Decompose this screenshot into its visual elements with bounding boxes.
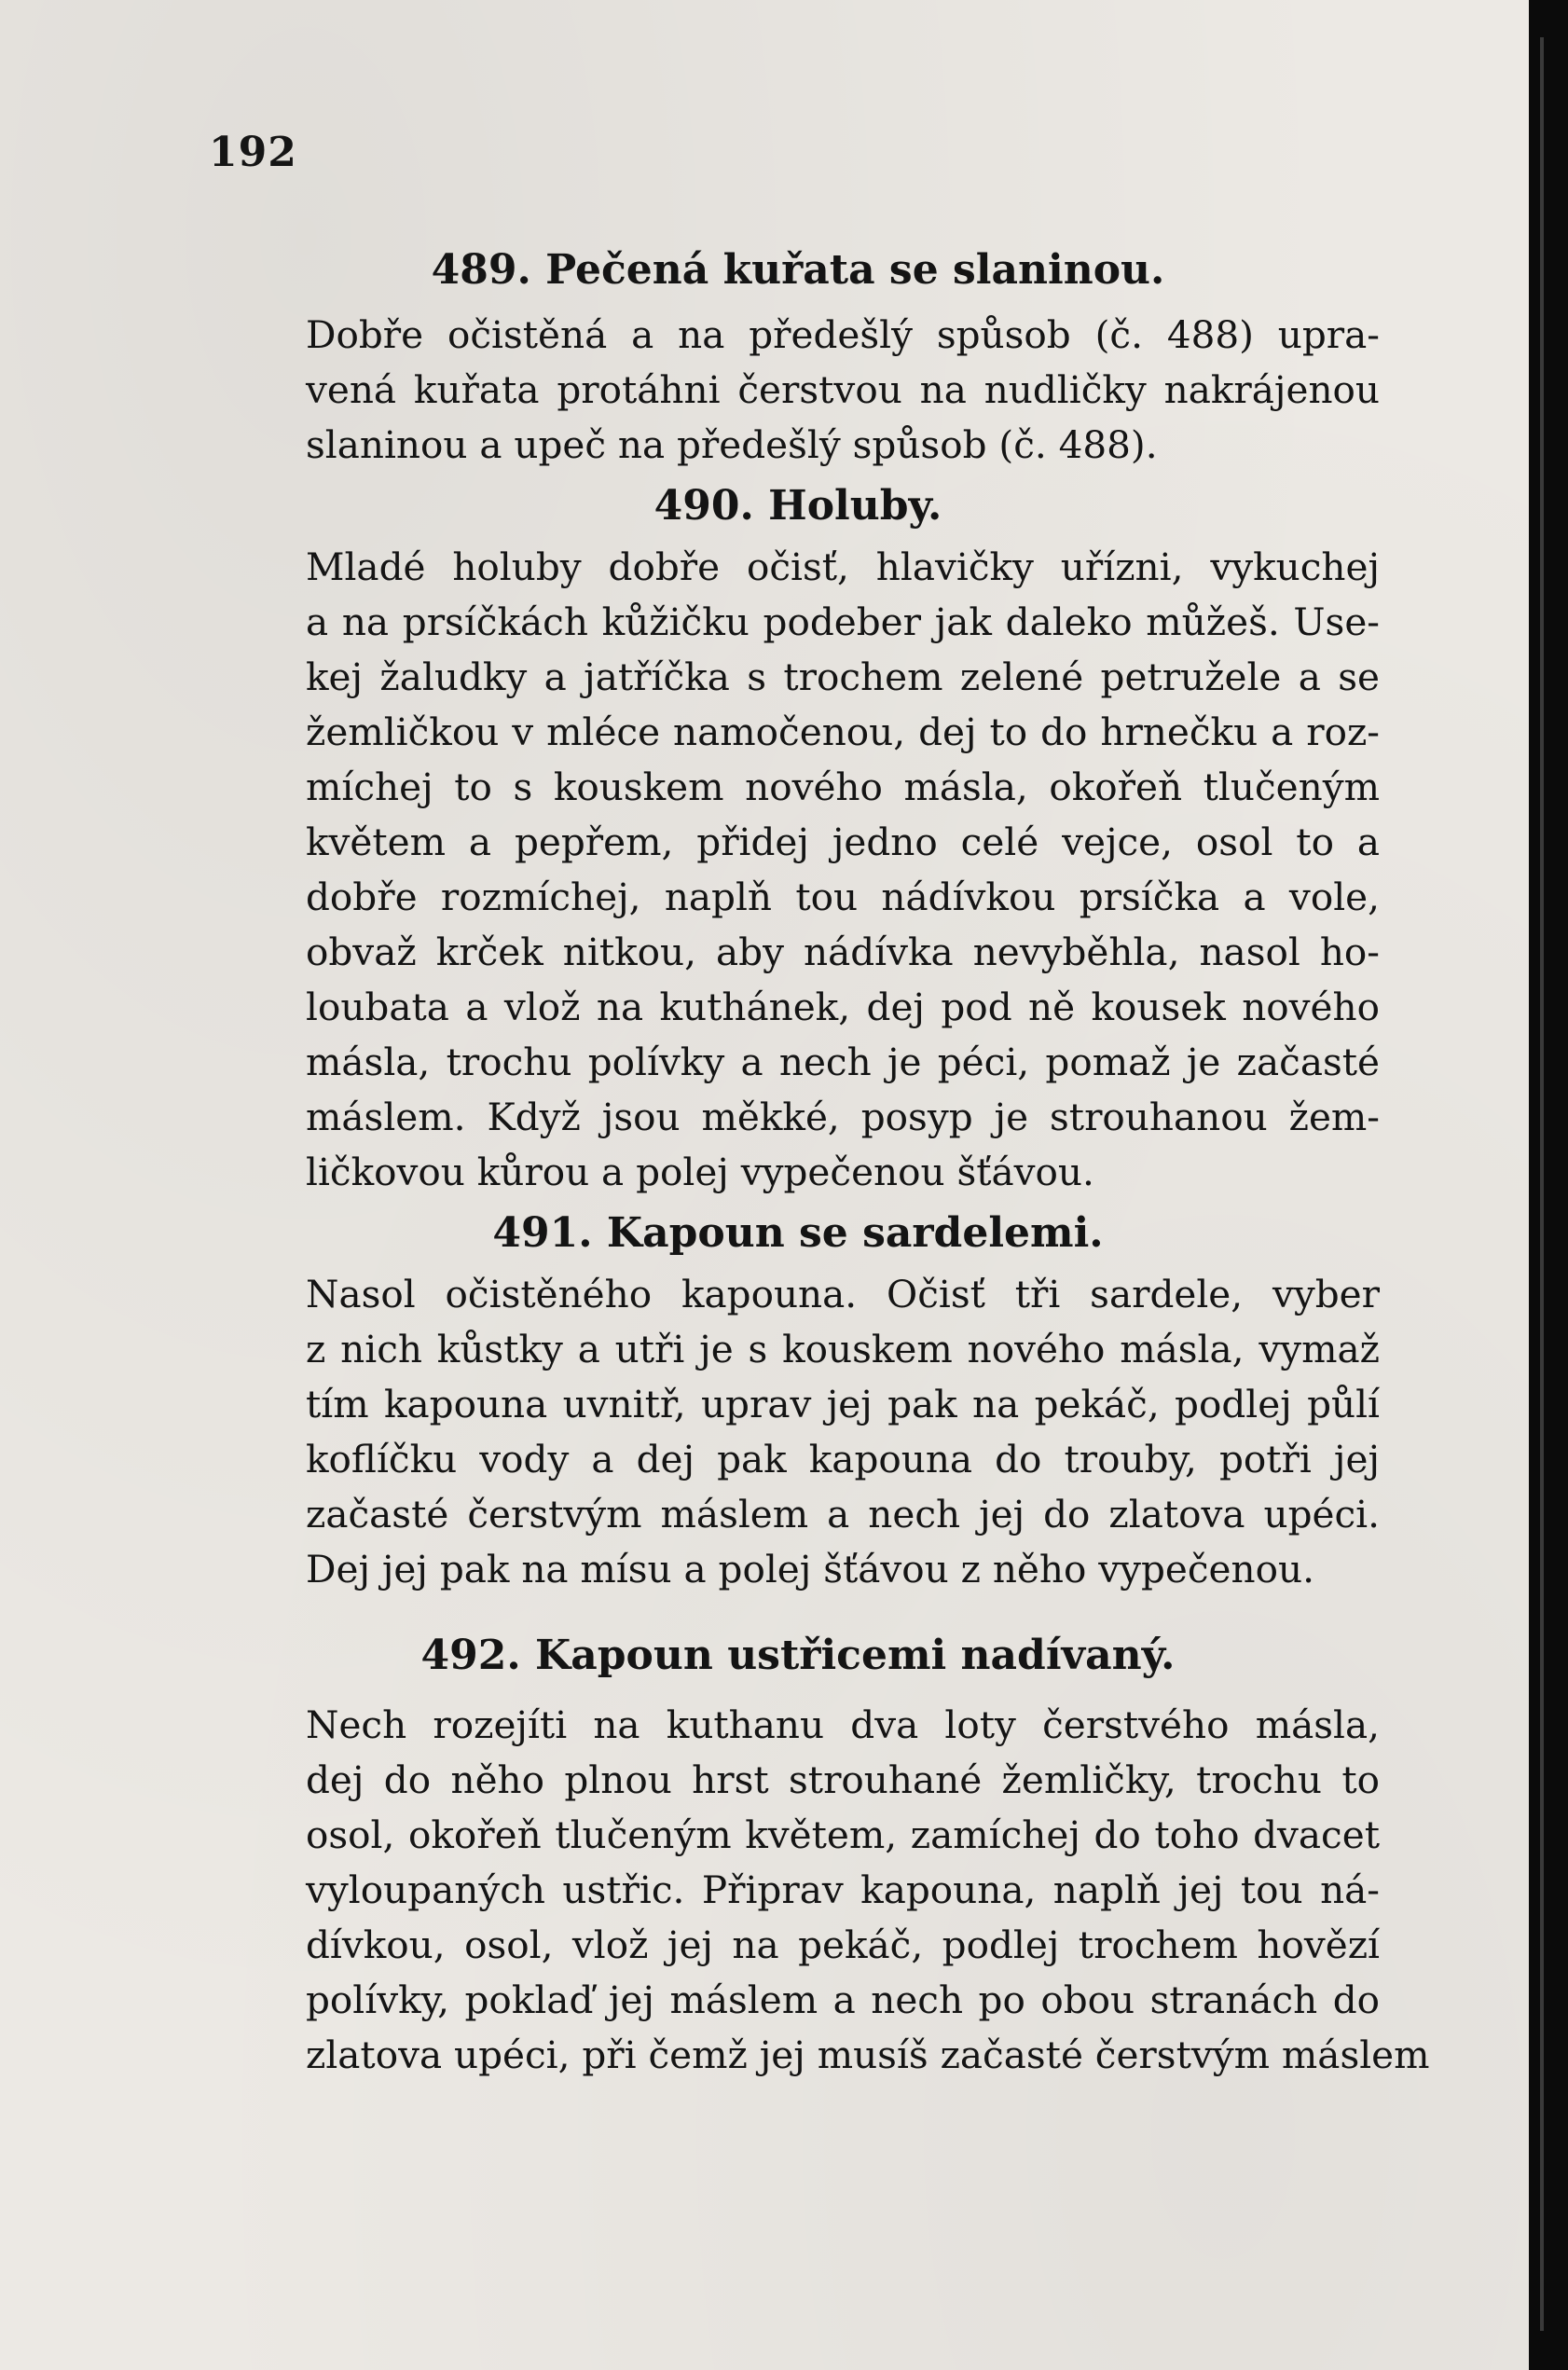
text-line: polívky, poklaď jej máslem a nech po obou stranách do xyxy=(306,1977,1380,2022)
page-edge-line xyxy=(1540,37,1544,2331)
heading-492: 492. Kapoun ustřicemi nadívaný. xyxy=(420,1632,1176,1679)
text-line: Dobře očistěná a na předešlý spůsob (č. 488) upra- xyxy=(306,312,1380,357)
text-line: začasté čerstvým máslem a nech jej do zlatova upéci. xyxy=(306,1492,1380,1536)
text-line: Mladé holuby dobře očisť, hlavičky uřízni, vykuchej xyxy=(306,544,1380,589)
text-line: vyloupaných ustřic. Připrav kapouna, naplň jej tou ná- xyxy=(306,1867,1380,1912)
text-line: koflíčku vody a dej pak kapouna do trouby, potři jej xyxy=(306,1437,1380,1481)
text-line: zlatova upéci, při čemž jej musíš začasté čerstvým máslem xyxy=(306,2032,1430,2077)
heading-490: 490. Holuby. xyxy=(653,482,942,530)
text-line: kej žaludky a jatříčka s trochem zelené petružele a se xyxy=(306,655,1380,699)
text-line: osol, okořeň tlučeným květem, zamíchej do toho dvacet xyxy=(306,1812,1380,1857)
text-line: dej do něho plnou hrst strouhané žemličky, trochu to xyxy=(306,1757,1380,1802)
text-line: Nasol očistěného kapouna. Očisť tři sardele, vyber xyxy=(306,1272,1380,1316)
page-text xyxy=(216,233,1430,2083)
scan-border xyxy=(1529,0,1568,2370)
text-line: obvaž krček nitkou, aby nádívka nevyběhla, nasol ho- xyxy=(306,930,1380,974)
text-line: slaninou a upeč na předešlý spůsob (č. 488). xyxy=(306,422,1158,467)
paragraph-489 xyxy=(216,308,1380,473)
page-number: 192 xyxy=(209,129,297,176)
text-line: Nech rozejíti na kuthanu dva loty čerstvého másla, xyxy=(306,1702,1380,1747)
text-line: loubata a vlož na kuthánek, dej pod ně kousek nového xyxy=(306,985,1380,1029)
text-line: dobře rozmíchej, naplň tou nádívkou prsíčka a vole, xyxy=(306,875,1380,919)
text-line: ličkovou kůrou a polej vypečenou šťávou. xyxy=(306,1150,1094,1194)
text-line: másla, trochu polívky a nech je péci, pomaž je začasté xyxy=(306,1040,1380,1084)
text-line: Dej jej pak na mísu a polej šťávou z něho vypečenou. xyxy=(306,1547,1314,1591)
text-line: vená kuřata protáhni čerstvou na nudličky nakrájenou xyxy=(306,367,1380,412)
text-line: z nich kůstky a utři je s kouskem nového másla, vymaž xyxy=(306,1327,1380,1371)
heading-489: 489. Pečená kuřata se slaninou. xyxy=(431,246,1165,294)
paragraph-492 xyxy=(216,1698,1430,2083)
text-line: dívkou, osol, vlož jej na pekáč, podlej trochem hovězí xyxy=(306,1922,1380,1967)
text-line: květem a pepřem, přidej jedno celé vejce, osol to a xyxy=(306,820,1380,864)
text-line: žemličkou v mléce namočenou, dej to do hrnečku a roz- xyxy=(306,710,1380,754)
paragraph-491 xyxy=(216,1267,1380,1597)
paragraph-490 xyxy=(216,540,1380,1200)
heading-491: 491. Kapoun se sardelemi. xyxy=(492,1209,1104,1257)
text-line: míchej to s kouskem nového másla, okořeň tlučeným xyxy=(306,765,1380,809)
text-line: a na prsíčkách kůžičku podeber jak daleko můžeš. Use- xyxy=(306,599,1380,644)
text-line: tím kapouna uvnitř, uprav jej pak na pekáč, podlej půlí xyxy=(306,1382,1380,1426)
text-line: máslem. Když jsou měkké, posyp je strouhanou žem- xyxy=(306,1095,1380,1139)
